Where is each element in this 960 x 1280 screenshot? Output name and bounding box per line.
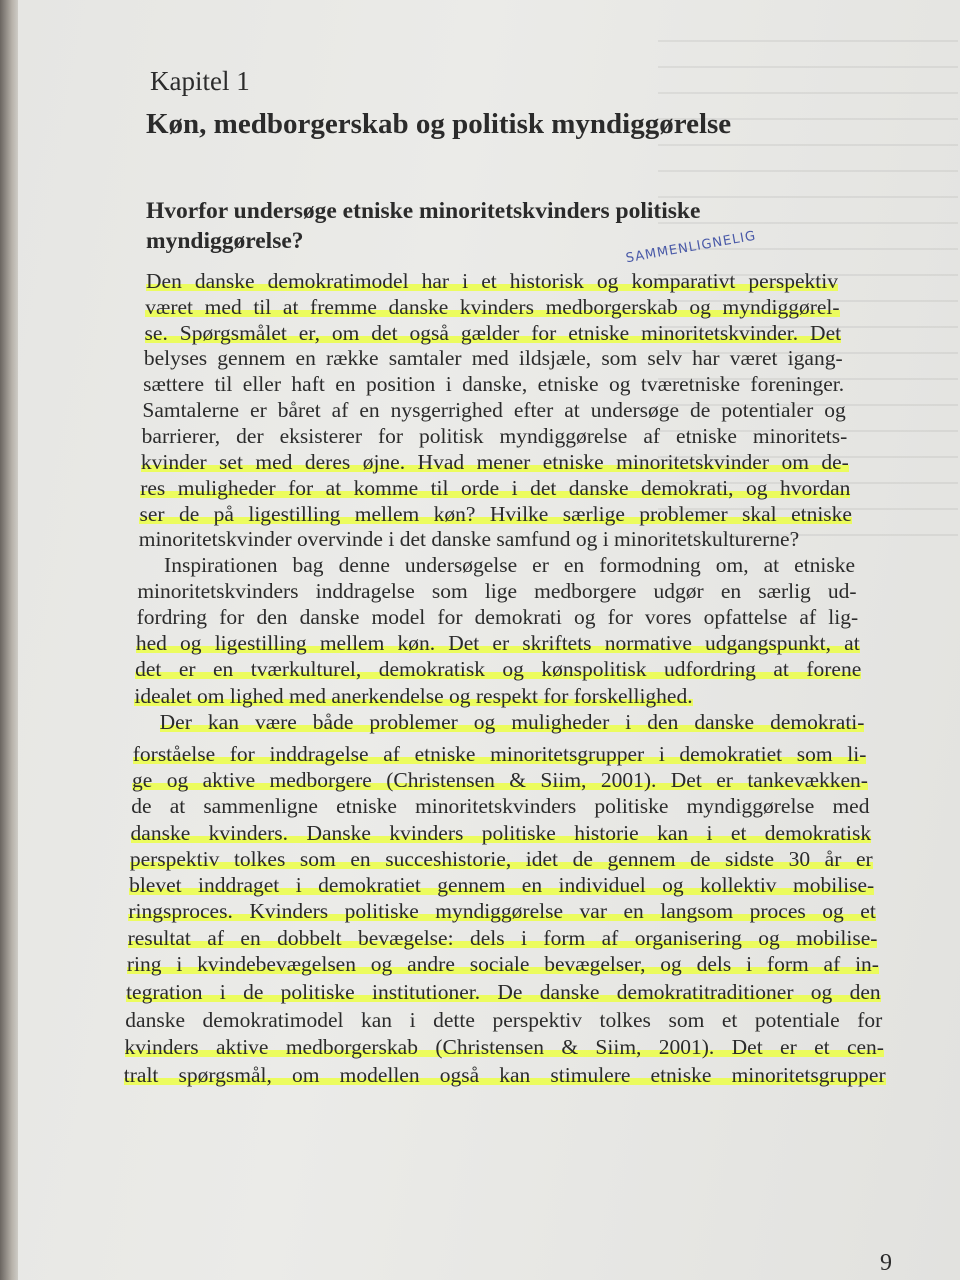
body-line: Der kan være både problemer og muligheder i den danske demokrati- [159,710,865,734]
body-line: ge og aktive medborgere (Christensen & Siim, 2001). Det er tankevækken- [132,768,868,792]
body-line: kvinders aktive medborgerskab (Christensen & Siim, 2001). Det er et cen- [124,1035,884,1059]
body-line: se. Spørgsmålet er, om det også gælder for etniske minoritetskvinder. Det [144,321,842,345]
body-line: Den danske demokratimodel har i et historisk og komparativt perspektiv [146,269,838,293]
body-line: danske demokratimodel kan i dette perspektiv tolkes som et potentiale for [125,1008,883,1032]
body-line: forståelse for inddragelse af etniske minoritetsgrupper i demokratiet som li- [132,742,867,766]
body-line: sættere til eller haft en position i danske, etniske og tværetniske foreninger. [143,372,845,396]
body-line: ser de på ligestilling mellem køn? Hvilke særlige problemer skal etniske [139,502,852,526]
body-line: det er en tværkulturel, demokratisk og kønspolitisk udfordring at forene [135,657,862,681]
body-line: minoritetskvinder overvinde i det danske samfund og i minoritetskulturerne? [138,527,800,551]
body-line: ringsproces. Kvinders politiske myndiggørelse var en langsom proces og et [128,899,876,923]
body-line: danske kvinders. Danske kvinders politiske historie kan i et demokratisk [130,821,872,845]
body-line: idealet om lighed med anerkendelse og respekt for forskellighed. [134,684,693,708]
section-heading-line-2: myndiggørelse? [146,228,304,254]
handwritten-note: SAMMENLIGNELIG [624,228,758,267]
body-line: blevet inddraget i demokratiet gennem en individuel og kollektiv mobilise- [129,873,875,897]
body-line: perspektiv tolkes som en succeshistorie, idet de gennem de sidste 30 år er [129,847,873,871]
body-line: kvinder set med deres øjne. Hvad mener etniske minoritetskvinder om de- [140,450,849,474]
book-spine-edge [0,0,20,1280]
body-line: ring i kvindebevægelsen og andre sociale bevægelser, og dels i form af in- [126,952,879,976]
body-line: tralt spørgsmål, om modellen også kan stimulere etniske minoritetsgrupper [123,1063,886,1087]
chapter-title: Køn, medborgerskab og politisk myndiggørelse [146,108,732,140]
body-line: hed og ligestilling mellem køn. Det er skriftets normative udgangspunkt, at [135,631,860,655]
body-line: resultat af en dobbelt bevægelse: dels i form af organisering og mobilise- [127,926,878,950]
body-line: belyses gennem en række samtaler med ildsjæle, som selv har været igang- [143,346,843,370]
body-line: Inspirationen bag denne undersøgelse er en formodning om, at etniske [164,553,856,577]
section-heading-line-1: Hvorfor undersøge etniske minoritetskvinders politiske [146,198,701,224]
body-line: res muligheder for at komme til orde i det danske demokrati, og hvordan [140,476,851,500]
page-number: 9 [880,1250,892,1276]
body-line: tegration i de politiske institutioner. De danske demokratitraditioner og den [126,980,881,1004]
body-line: de at sammenligne etniske minoritetskvinders politiske myndiggørelse med [131,794,870,818]
chapter-label: Kapitel 1 [150,66,250,96]
body-line: fordring for den danske model for demokrati og for vores opfattelse af lig- [136,605,859,629]
body-line: Samtalerne er båret af en nysgerrighed efter at undersøge de potentialer og [142,398,846,422]
body-line: været med til at fremme danske kvinders medborgerskab og myndiggørel- [145,295,840,319]
body-line: minoritetskvinders inddragelse som lige medborgere udgør en særlig ud- [137,579,857,603]
body-line: barrierer, der eksisterer for politisk myndiggørelse af etniske minoritets- [141,424,848,448]
